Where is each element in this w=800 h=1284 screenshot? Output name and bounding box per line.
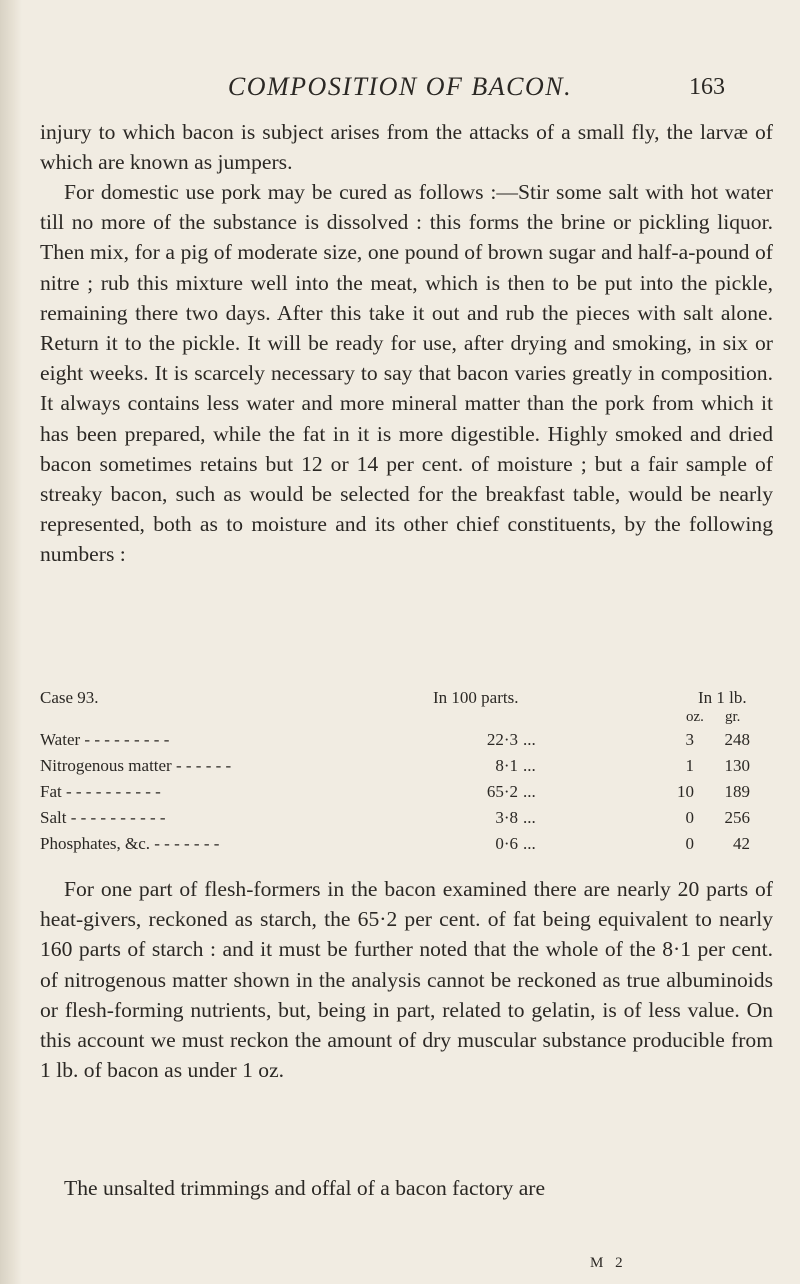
paragraph-flesh-formers: For one part of flesh-formers in the bacon examined there are nearly 20 parts of heat-givers, reckoned as starch, the 65·2 per cent. of fat being equivalent to nearly 160 parts of starch : and it must be further noted that the whole of the 8·1 per cent. of nitrogenous matter shown in the analysis cannot be reckoned as true albuminoids or flesh-forming nutrients, but, being in part, related to gelatin, is of less value. On this account we must reckon the amount of dry muscular substance producible from 1 lb. of bacon as under 1 oz.: [40, 877, 773, 1083]
table-cell-oz: 10: [677, 782, 694, 801]
table-cell-gr: 189: [724, 782, 750, 801]
table-row-label: Fat - - - - - - - - - -: [40, 782, 161, 801]
page-number: 163: [689, 74, 725, 100]
table-cell-gr: 130: [724, 756, 750, 775]
table-cell-percent: 8·1: [495, 756, 518, 775]
table-cell-oz: 0: [685, 834, 694, 853]
table-cell-percent: 65·2: [486, 782, 518, 801]
table-header-lb: In 1 lb.: [698, 688, 747, 707]
table-cell-leader: ...: [523, 834, 536, 853]
table-cell-gr: 42: [733, 834, 750, 853]
composition-table: [40, 688, 760, 853]
table-row-label: Salt - - - - - - - - - -: [40, 808, 166, 827]
table-cell-oz: 0: [685, 808, 694, 827]
table-cell-gr: 248: [724, 730, 750, 749]
page-binding-edge: [0, 0, 22, 1284]
table-cell-percent: 22·3: [486, 730, 518, 749]
table-cell-leader: ...: [523, 756, 536, 775]
table-case-label: Case 93.: [40, 688, 99, 707]
running-head: COMPOSITION OF BACON.: [227, 72, 573, 101]
paragraph-trimmings: The unsalted trimmings and offal of a bacon factory are: [64, 1176, 546, 1200]
table-cell-gr: 256: [724, 808, 750, 827]
table-cell-oz: 3: [685, 730, 694, 749]
table-cell-percent: 3·8: [495, 808, 518, 827]
table-cell-leader: ...: [523, 782, 536, 801]
table-unit-gr: gr.: [725, 709, 741, 725]
page-header: [40, 72, 760, 112]
paragraph-continuation: injury to which bacon is subject arises from the attacks of a small fly, the larvæ of which are known as jumpers.: [40, 120, 773, 175]
table-header-parts: In 100 parts.: [433, 688, 519, 707]
table-row-label: Water - - - - - - - - -: [40, 730, 170, 749]
table-row-label: Phosphates, &c. - - - - - - -: [40, 834, 220, 853]
table-cell-percent: 0·6: [495, 834, 518, 853]
table-cell-oz: 1: [685, 756, 694, 775]
signature-mark: M 2: [590, 1255, 627, 1271]
table-unit-oz: oz.: [686, 709, 704, 725]
paragraph-curing-method: For domestic use pork may be cured as follows :—Stir some salt with hot water till no more of the substance is dissolved : this forms the brine or pickling liquor. Then mix, for a pig of moderate size, one pound of brown sugar and half-a-pound of nitre ; rub this mixture well into the meat, which is then to be put into the pickle, remaining there two days. After this take it out and rub the pieces with salt alone. Return it to the pickle. It will be ready for use, after drying and smoking, in six or eight weeks. It is scarcely necessary to say that bacon varies greatly in composition. It always contains less water and more mineral matter than the pork from which it has been prepared, while the fat in it is more digestible. Highly smoked and dried bacon sometimes retains but 12 or 14 per cent. of moisture ; but a fair sample of streaky bacon, such as would be selected for the breakfast table, would be nearly represented, both as to moisture and its other chief constituents, by the following numbers :: [40, 180, 773, 567]
table-cell-leader: ...: [523, 808, 536, 827]
table-cell-leader: ...: [523, 730, 536, 749]
table-row-label: Nitrogenous matter - - - - - -: [40, 756, 232, 775]
